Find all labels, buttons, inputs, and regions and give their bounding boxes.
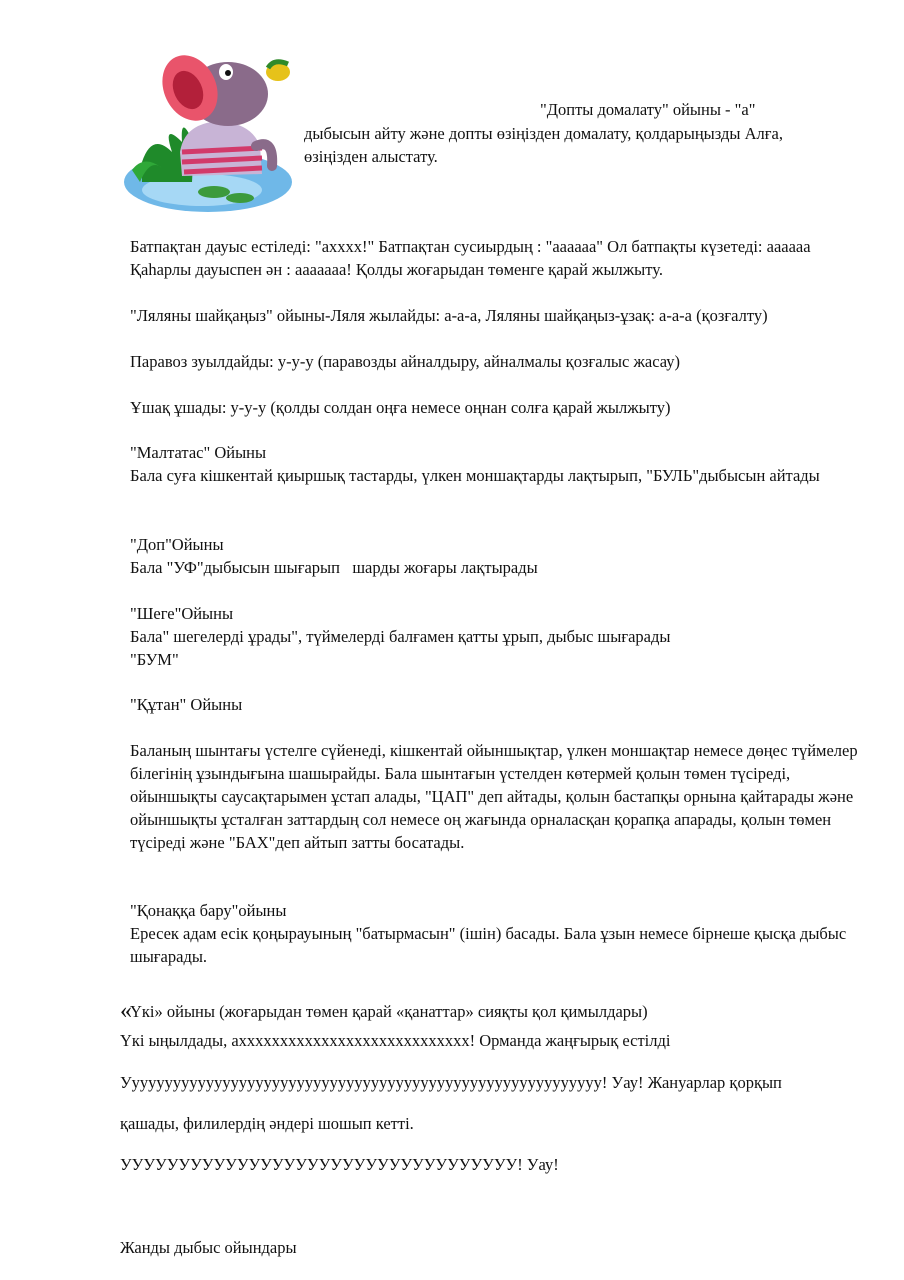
- game-title: "Малтатас" Ойыны: [130, 443, 267, 462]
- game-title: "Қонаққа бару"ойыны: [130, 901, 287, 920]
- game-text: Бала" шегелерді ұрады", түймелерді балғамен қатты ұрып, дыбыс шығарады: [130, 627, 671, 646]
- intro-text: дыбысын айту және допты өзіңізден домалату, қолдарыңызды Алға, өзіңізден алыстату.: [304, 124, 783, 166]
- game-title: "Доп"Ойыны: [130, 535, 224, 554]
- quote-mark: «: [120, 998, 130, 1024]
- paragraph-plane: Ұшақ ұшады: у-у-у (қолды солдан оңға немесе оңнан солға қарай жылжыту): [130, 398, 671, 417]
- section-title-live-sound-games: Жанды дыбыс ойындары: [120, 1238, 297, 1257]
- paragraph-swamp: Батпақтан дауыс естіледі: "ахххх!" Батпақтан сусиырдың : "аааааа" Ол батпақты күзетеді: аааааа Қаһарлы дауыспен ән : ааааааа! Қолды жоғарыдан төменге қарай жылжыту.: [130, 237, 811, 279]
- game-dop: [130, 533, 860, 579]
- intro-title: "Допты домалату" ойыны - "а": [540, 100, 756, 119]
- game-title: "Шеге"Ойыны: [130, 604, 234, 623]
- uki-line: қашады, филилердің әндері шошып кетті.: [120, 1114, 414, 1133]
- paragraph-lyalya: "Ляляны шайқаңыз" ойыны-Ляля жылайды: а-а-а, Ляляны шайқаңыз-ұзақ: а-а-а (қозғалту): [130, 306, 768, 325]
- game-text: Бала суға кішкентай қиыршық тастарды, үлкен моншақтарды лақтырып, "БУЛЬ"дыбысын айтады: [130, 466, 820, 485]
- uki-line: Үкі ыңылдады, ахххххххххххххххххххххххххххх! Орманда жаңғырық естілді: [120, 1031, 671, 1050]
- game-maltatas: [130, 441, 860, 487]
- game-text: Баланың шынтағы үстелге сүйенеді, кішкентай ойыншықтар, үлкен моншақтар немесе дөңес түймелер білегінің ұзындығына шашырайды. Бала шынтағын үстелден көтермей қолын төмен түсіреді, ойыншықты саусақтарымен ұстап алады, "ЦАП" деп айтады, қолын бастапқы орнына қайтарады және ойыншықты ұсталған заттардың сол немесе оң жағында орналасқан қорапқа апарады, қолын төмен түсіреді және "БАХ"деп айтып затты босатады.: [130, 741, 858, 852]
- game-qutan: [130, 693, 860, 854]
- game-shege: [130, 602, 860, 671]
- game-text: Ересек адам есік қоңырауының "батырмасын" (ішін) басады. Бала ұзын немесе бірнеше қысқа дыбыс шығарады.: [130, 924, 847, 966]
- uki-section: [120, 1000, 870, 1185]
- paragraph-train: Паравоз зуылдайды: у-у-у (паравозды айналдыру, айналмалы қозғалыс жасау): [130, 352, 680, 371]
- game-qonaq: [130, 899, 860, 968]
- hippo-illustration: [122, 42, 304, 212]
- uki-title-text: Үкі» ойыны (жоғарыдан төмен қарай «қанаттар» сияқты қол қимылдары): [130, 1002, 648, 1021]
- uki-line: Уууууууууууууууууууууууууууууууууууууууууууууууууууууууууу! Уау! Жануарлар қорқып: [120, 1073, 782, 1092]
- game-title: "Құтан" Ойыны: [130, 695, 243, 714]
- game-text: Бала "УФ"дыбысын шығарып шарды жоғары лақтырады: [130, 558, 538, 577]
- uki-line: УУУУУУУУУУУУУУУУУУУУУУУУУУУУУУУУУУ! Уау!: [120, 1155, 559, 1174]
- game-extra: "БУМ": [130, 650, 179, 669]
- uki-title: [120, 1000, 870, 1023]
